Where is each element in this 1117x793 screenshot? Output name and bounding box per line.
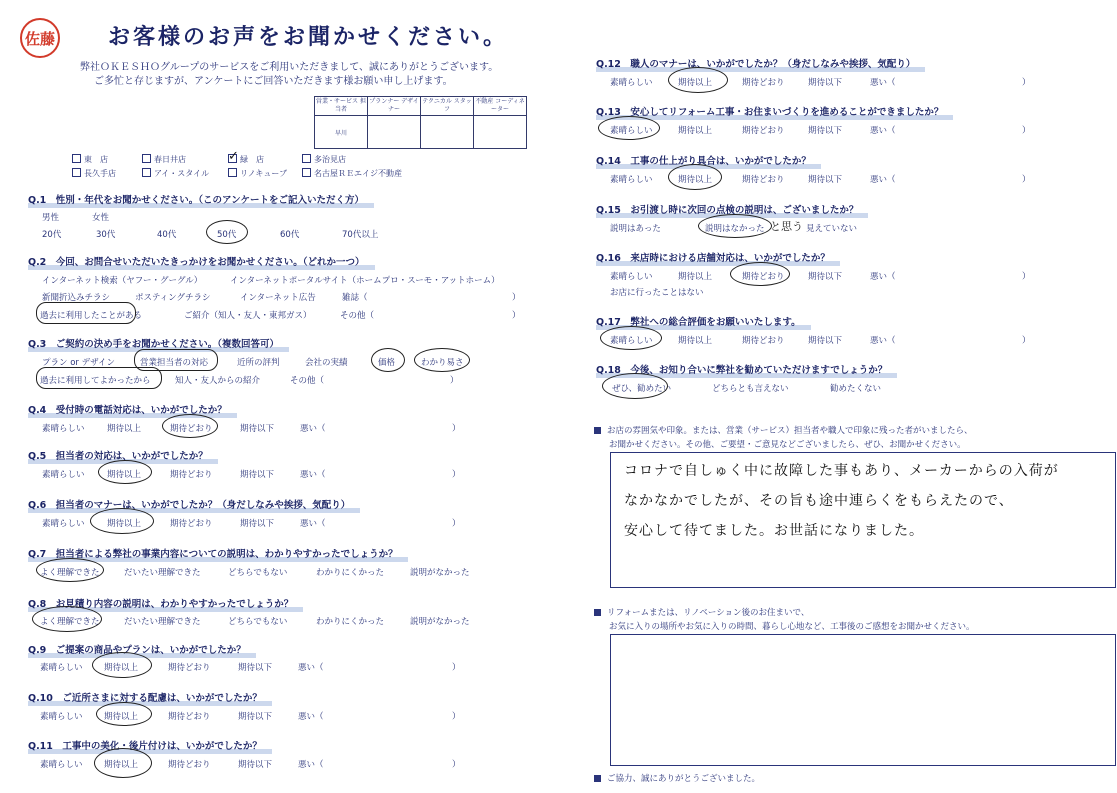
q3-circle-price <box>371 348 405 372</box>
q5-answer-circle <box>98 460 152 484</box>
q17-expected[interactable]: 期待どおり <box>742 336 785 346</box>
q14-excellent[interactable]: 素晴らしい <box>610 175 653 185</box>
q11-above[interactable]: 期待以上 <box>104 760 139 770</box>
q1-50s[interactable]: 50代 <box>217 230 237 240</box>
staff-technical-name[interactable] <box>421 116 474 149</box>
q4-below[interactable]: 期待以下 <box>240 424 275 434</box>
comment2-box[interactable] <box>610 634 1116 766</box>
q18-answer-circle <box>602 373 668 399</box>
q4-expected[interactable]: 期待どおり <box>170 424 213 434</box>
q2-other[interactable]: その他（ <box>340 311 375 321</box>
q17-bad[interactable]: 悪い（ <box>870 336 896 346</box>
q8-question: Q.8 お見積り内容の説明は、わかりやすかったでしょうか？ <box>28 596 293 610</box>
q7-answer-circle <box>36 558 104 582</box>
approval-stamp: 佐藤 <box>20 18 60 58</box>
q7-neutral[interactable]: どちらでもない <box>228 568 288 578</box>
q11-excellent[interactable]: 素晴らしい <box>40 760 83 770</box>
comment1-prompt-line-1: お店の雰囲気や印象。または、営業（サービス）担当者や職人で印象に残った者がいましたら、 <box>594 424 973 436</box>
staff-realestate-name[interactable] <box>474 116 527 149</box>
q13-question: Q.13 安心してリフォーム工事・お住まいづくりを進めることができましたか？ <box>596 104 943 118</box>
q15-handwritten-note: と思う <box>770 220 803 233</box>
q4-bad-close: ） <box>452 424 461 434</box>
q16-above[interactable]: 期待以上 <box>678 272 713 282</box>
q13-bad[interactable]: 悪い（ <box>870 126 896 136</box>
q5-above[interactable]: 期待以上 <box>107 470 142 480</box>
q12-above[interactable]: 期待以上 <box>678 78 713 88</box>
q11-bad-close: ） <box>452 760 461 770</box>
q4-bad[interactable]: 悪い（ <box>300 424 326 434</box>
q6-below[interactable]: 期待以下 <box>240 519 275 529</box>
q1-30s[interactable]: 30代 <box>96 230 116 240</box>
q15-not-explained[interactable]: 説明はなかった <box>705 224 765 234</box>
thanks-note: ご協力、誠にありがとうございました。 <box>594 772 760 784</box>
store-re-age[interactable]: 名古屋ＲＥエイジ不動産 <box>302 168 402 179</box>
q7-question: Q.7 担当者による弊社の事業内容についての説明は、わかりやすかったでしょうか？ <box>28 546 398 560</box>
q9-above[interactable]: 期待以上 <box>104 663 139 673</box>
q16-never-visited[interactable]: お店に行ったことはない <box>610 288 704 298</box>
staff-header-planner: プランナー デザイナー <box>368 97 421 116</box>
staff-sales-name[interactable]: 早川 <box>315 116 368 149</box>
q4-above[interactable]: 期待以上 <box>107 424 142 434</box>
q17-above[interactable]: 期待以上 <box>678 336 713 346</box>
q4-question: Q.4 受付時の電話対応は、いかがでしたか？ <box>28 402 227 416</box>
q1-60s[interactable]: 60代 <box>280 230 300 240</box>
store-midori[interactable]: 緑 店 <box>228 154 264 165</box>
q6-excellent[interactable]: 素晴らしい <box>42 519 85 529</box>
q1-20s[interactable]: 20代 <box>42 230 62 240</box>
q18-not-recommend[interactable]: 勧めたくない <box>830 384 882 394</box>
q11-question: Q.11 工事中の美化・後片付けは、いかがでしたか？ <box>28 738 262 752</box>
q9-expected[interactable]: 期待どおり <box>168 663 211 673</box>
comment1-line-3: 安心して待てました。お世話になりました。 <box>624 523 924 539</box>
q15-not-sure[interactable]: 見えていない <box>806 224 858 234</box>
q3-plan[interactable]: プラン or デザイン <box>42 358 116 368</box>
q15-explained[interactable]: 説明はあった <box>610 224 661 234</box>
q6-above[interactable]: 期待以上 <box>107 519 142 529</box>
q17-below[interactable]: 期待以下 <box>808 336 843 346</box>
q11-answer-circle <box>94 748 152 778</box>
q3-circle-clarity <box>414 348 470 372</box>
bullet-square-icon <box>594 775 601 782</box>
q10-question: Q.10 ご近所さまに対する配慮は、いかがでしたか？ <box>28 690 262 704</box>
q5-bad[interactable]: 悪い（ <box>300 470 326 480</box>
q7-unclear[interactable]: わかりにくかった <box>316 568 385 578</box>
q16-excellent[interactable]: 素晴らしい <box>610 272 653 282</box>
store-checkmark: ✓ <box>228 149 239 164</box>
staff-header-technical: テクニカル スタッフ <box>421 97 474 116</box>
q8-understood[interactable]: よく理解できた <box>40 617 100 627</box>
comment1-line-1: コロナで自しゅく中に故障した事もあり、メーカーからの入荷が <box>624 463 1059 479</box>
q14-bad[interactable]: 悪い（ <box>870 175 896 185</box>
q12-bad[interactable]: 悪い（ <box>870 78 896 88</box>
q14-question: Q.14 工事の仕上がり具合は、いかがでしたか？ <box>596 153 811 167</box>
bullet-square-icon <box>594 609 601 616</box>
q3-reputation[interactable]: 近所の評判 <box>237 358 280 368</box>
q13-excellent[interactable]: 素晴らしい <box>610 126 653 136</box>
q8-mostly[interactable]: だいたい理解できた <box>124 617 201 627</box>
q3-other[interactable]: その他（ <box>290 376 325 386</box>
q2-web-ad[interactable]: インターネット広告 <box>240 293 316 303</box>
q3-sales-staff[interactable]: 営業担当者の対応 <box>140 358 209 368</box>
q1-male[interactable]: 男性 <box>42 213 60 223</box>
q17-bad-close: ） <box>1022 336 1031 346</box>
q13-expected[interactable]: 期待どおり <box>742 126 785 136</box>
q13-bad-close: ） <box>1022 126 1031 136</box>
staff-table <box>314 96 527 149</box>
q9-answer-circle <box>92 652 152 678</box>
q10-excellent[interactable]: 素晴らしい <box>40 712 83 722</box>
q2-question: Q.2 今回、お問合せいただいたきっかけをお聞かせください。（どれか一つ） <box>28 254 365 268</box>
q8-unclear[interactable]: わかりにくかった <box>316 617 385 627</box>
staff-header-realestate: 不動産 コーディネーター <box>474 97 527 116</box>
q13-below[interactable]: 期待以下 <box>808 126 843 136</box>
q9-question: Q.9 ご提案の商品やプランは、いかがでしたか？ <box>28 642 246 656</box>
q14-answer-circle <box>668 164 722 190</box>
intro-line-2: ご多忙と存じますが、アンケートにご回答いただきます様お願い申し上げます。 <box>94 76 453 87</box>
page-title: お客様のお声をお聞かせください。 <box>108 25 509 50</box>
q2-other-close: ） <box>512 311 521 321</box>
q17-answer-circle <box>600 326 662 350</box>
q8-answer-circle <box>32 606 102 632</box>
q3-clarity[interactable]: わかり易さ <box>421 358 464 368</box>
store-nagakute[interactable]: 長久手店 <box>72 168 116 179</box>
q14-above[interactable]: 期待以上 <box>678 175 713 185</box>
q16-below[interactable]: 期待以下 <box>808 272 843 282</box>
q18-recommend[interactable]: ぜひ、勧めたい <box>612 384 672 394</box>
q7-none[interactable]: 説明がなかった <box>410 568 470 578</box>
q11-bad[interactable]: 悪い（ <box>298 760 324 770</box>
q1-question: Q.1 性別・年代をお聞かせください。（このアンケートをご記入いただく方） <box>28 192 364 206</box>
q16-question: Q.16 来店時における店舗対応は、いかがでしたか？ <box>596 250 830 264</box>
q16-bad[interactable]: 悪い（ <box>870 272 896 282</box>
comment2-prompt-line-1: リフォームまたは、リノベーション後のお住まいで、 <box>594 606 809 618</box>
q10-answer-circle <box>96 702 152 726</box>
q13-answer-circle <box>598 116 660 140</box>
q16-bad-close: ） <box>1022 272 1031 282</box>
comment1-prompt-line-2: お聞かせください。その他、ご要望・ご意見などございましたら、ぜひ、お聞かせください。 <box>609 440 966 450</box>
q17-question: Q.17 弊社への総合評価をお願いいたします。 <box>596 314 801 328</box>
q12-below[interactable]: 期待以下 <box>808 78 843 88</box>
q2-posting[interactable]: ポスティングチラシ <box>135 293 211 303</box>
q16-answer-circle <box>730 262 790 286</box>
q1-70s-plus[interactable]: 70代以上 <box>342 230 379 240</box>
q11-expected[interactable]: 期待どおり <box>168 760 211 770</box>
q14-bad-close: ） <box>1022 175 1031 185</box>
q2-search[interactable]: インターネット検索（ヤフー・グーグル） <box>42 276 203 286</box>
q5-bad-close: ） <box>452 470 461 480</box>
q18-neutral[interactable]: どちらとも言えない <box>712 384 789 394</box>
staff-header-sales: 営業・サービス 担当者 <box>315 97 368 116</box>
q12-bad-close: ） <box>1022 78 1031 88</box>
q12-excellent[interactable]: 素晴らしい <box>610 78 653 88</box>
q17-excellent[interactable]: 素晴らしい <box>610 336 653 346</box>
q15-question: Q.15 お引渡し時に次回の点検の説明は、ございましたか？ <box>596 202 858 216</box>
comment1-line-2: なかなかでしたが、その旨も途中連らくをもらえたので、 <box>624 493 1014 509</box>
q2-magazine-close: ） <box>512 293 521 303</box>
q7-understood[interactable]: よく理解できた <box>40 568 100 578</box>
q14-below[interactable]: 期待以下 <box>808 175 843 185</box>
q10-expected[interactable]: 期待どおり <box>168 712 211 722</box>
q3-price[interactable]: 価格 <box>378 358 396 368</box>
q18-question: Q.18 今後、お知り合いに弊社を勧めていただけますでしょうか？ <box>596 362 887 376</box>
q6-answer-circle <box>90 508 154 534</box>
q3-other-close: ） <box>450 376 459 386</box>
intro-line-1: 弊社ＯＫＥＳＨＯグループのサービスをご利用いただきまして、誠にありがとうございます。 <box>80 62 499 73</box>
q10-below[interactable]: 期待以下 <box>238 712 273 722</box>
q9-bad[interactable]: 悪い（ <box>298 663 324 673</box>
q9-below[interactable]: 期待以下 <box>238 663 273 673</box>
store-higashi[interactable]: 東 店 <box>72 154 108 165</box>
q12-expected[interactable]: 期待どおり <box>742 78 785 88</box>
q1-answer-circle <box>206 220 248 244</box>
q16-expected[interactable]: 期待どおり <box>742 272 785 282</box>
q12-question: Q.12 職人のマナーは、いかがでしたか？（身だしなみや挨拶、気配り） <box>596 56 915 70</box>
q4-answer-circle <box>162 414 218 438</box>
q3-track-record[interactable]: 会社の実績 <box>305 358 348 368</box>
q3-past-good[interactable]: 過去に利用してよかったから <box>40 376 151 386</box>
q2-portal[interactable]: インターネットポータルサイト（ホームプロ・スーモ・アットホーム） <box>230 276 500 286</box>
q8-none[interactable]: 説明がなかった <box>410 617 470 627</box>
q5-excellent[interactable]: 素晴らしい <box>42 470 85 480</box>
q11-below[interactable]: 期待以下 <box>238 760 273 770</box>
staff-planner-name[interactable] <box>368 116 421 149</box>
bullet-square-icon <box>594 427 601 434</box>
q6-bad-close: ） <box>452 519 461 529</box>
q6-question: Q.6 担当者のマナーは、いかがでしたか？（身だしなみや挨拶、気配り） <box>28 497 350 511</box>
q1-40s[interactable]: 40代 <box>157 230 177 240</box>
q10-above[interactable]: 期待以上 <box>104 712 139 722</box>
comment2-prompt-line-2: お気に入りの場所やお気に入りの時間、暮らし心地など、工事後のご感想をお聞かせください。 <box>609 622 975 632</box>
q8-neutral[interactable]: どちらでもない <box>228 617 288 627</box>
q2-flyer[interactable]: 新聞折込みチラシ <box>42 293 111 303</box>
store-renocube[interactable]: リノキューブ <box>228 168 287 179</box>
q3-circle-past <box>36 367 162 389</box>
q3-referral[interactable]: 知人・友人からの紹介 <box>175 376 261 386</box>
q6-expected[interactable]: 期待どおり <box>170 519 213 529</box>
q4-excellent[interactable]: 素晴らしい <box>42 424 85 434</box>
q7-mostly[interactable]: だいたい理解できた <box>124 568 201 578</box>
q10-bad[interactable]: 悪い（ <box>298 712 324 722</box>
q1-female[interactable]: 女性 <box>92 213 110 223</box>
q6-bad[interactable]: 悪い（ <box>300 519 326 529</box>
q13-above[interactable]: 期待以上 <box>678 126 713 136</box>
store-istyle[interactable]: アイ・スタイル <box>142 168 209 179</box>
q2-magazine[interactable]: 雑誌（ <box>342 293 368 303</box>
q9-bad-close: ） <box>452 663 461 673</box>
q10-bad-close: ） <box>452 712 461 722</box>
q12-answer-circle <box>668 67 728 93</box>
q5-expected[interactable]: 期待どおり <box>170 470 213 480</box>
q9-excellent[interactable]: 素晴らしい <box>40 663 83 673</box>
q14-expected[interactable]: 期待どおり <box>742 175 785 185</box>
q5-below[interactable]: 期待以下 <box>240 470 275 480</box>
store-kasugai[interactable]: 春日井店 <box>142 154 186 165</box>
q3-question: Q.3 ご契約の決め手をお聞かせください。（複数回答可） <box>28 336 279 350</box>
q2-past-use[interactable]: 過去に利用したことがある <box>40 311 143 321</box>
q5-question: Q.5 担当者の対応は、いかがでしたか？ <box>28 448 208 462</box>
store-tajimi[interactable]: 多治見店 <box>302 154 346 165</box>
q2-answer-circle <box>36 302 136 324</box>
q2-referral[interactable]: ご紹介（知人・友人・東邦ガス） <box>184 311 312 321</box>
q15-answer-circle <box>698 214 772 238</box>
